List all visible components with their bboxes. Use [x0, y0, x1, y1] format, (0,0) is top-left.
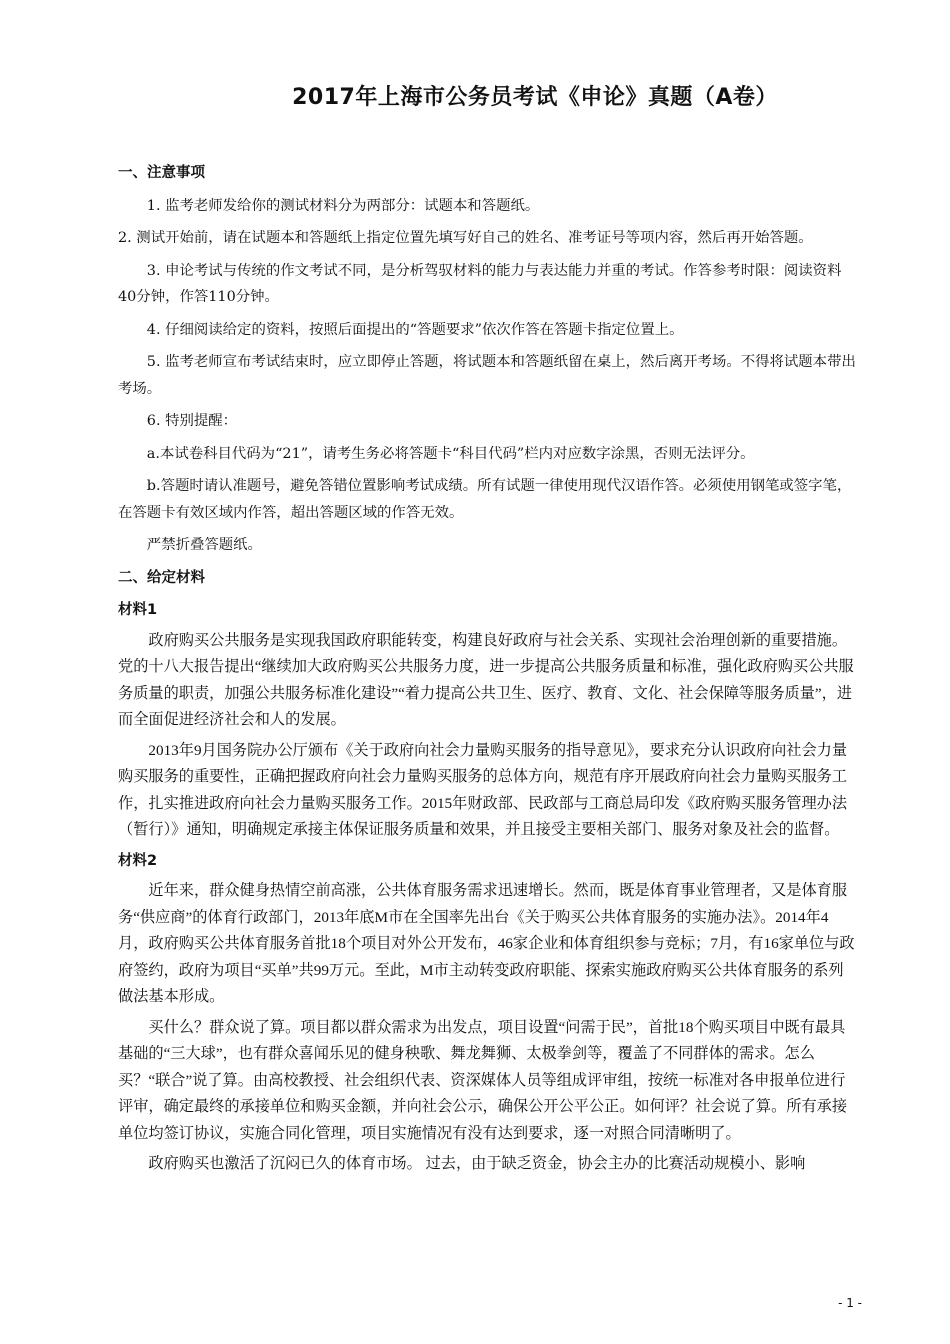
material-paragraph: 近年来，群众健身热情空前高涨，公共体育服务需求迅速增长。然而，既是体育事业管理者，又是体育服务“供应商”的体育行政部门，2013年底M市在全国率先出台《关于购买公共体育服务的实施办法》。2014年4月，政府购买公共体育服务首批18个项目对外公开发布，46家企业和体育组织参与竞标；7月，有16家单位与政府签约，政府为项目“买单”共99万元。至此，M市主动转变政府职能、探索实施政府购买公共体育服务的系列做法基本形成。	[118, 882, 855, 1005]
material-1-title: 材料1	[118, 602, 158, 618]
note-item: 4. 仔细阅读给定的资料，按照后面提出的“答题要求”依次作答在答题卡指定位置上。	[146, 321, 684, 338]
material-paragraph: 买什么？群众说了算。项目都以群众需求为出发点，项目设置“问需于民”，首批18个购买项目中既有最具基础的“三大球”，也有群众喜闻乐见的健身秧歌、舞龙舞狮、太极拳剑等，覆盖了不同群体的需求。怎么买？“联合”说了算。由高校教授、社会组织代表、资深媒体人员等组成评审组，按统一标准对各申报单位进行评审，确定最终的承接单位和购买金额，并向社会公示，确保公开公平公正。如何评？社会说了算。所有承接单位均签订协议，实施合同化管理，项目实施情况有没有达到要求，逐一对照合同清晰明了。	[118, 1018, 847, 1142]
section-heading-notes: 一、注意事项	[118, 165, 205, 181]
document-title: 2017年上海市公务员考试《申论》真题（A卷）	[292, 85, 778, 110]
note-item: a.本试卷科目代码为“21”，请考生务必将答题卡“科目代码”栏内对应数字涂黑，否则无法评分。	[146, 445, 755, 462]
note-item: b.答题时请认准题号，避免答错位置影响考试成绩。所有试题一律使用现代汉语作答。必须使用钢笔或签字笔，在答题卡有效区域内作答，超出答题区域的作答无效。	[118, 478, 852, 521]
note-item: 6. 特别提醒：	[146, 413, 238, 429]
note-item: 3. 申论考试与传统的作文考试不同，是分析驾驭材料的能力与表达能力并重的考试。作答参考时限：阅读资料40分钟，作答110分钟。	[118, 262, 842, 305]
note-item: 1. 监考老师发给你的测试材料分为两部分：试题本和答题纸。	[146, 197, 540, 214]
note-item: 严禁折叠答题纸。	[146, 537, 262, 553]
material-2-title: 材料2	[118, 852, 158, 869]
material-paragraph: 政府购买也激活了沉闷已久的体育市场。 过去，由于缺乏资金，协会主办的比赛活动规模小、影响	[148, 1155, 806, 1172]
note-item: 2. 测试开始前，请在试题本和答题纸上指定位置先填写好自己的姓名、准考证号等项内容，然后再开始答题。	[118, 230, 813, 246]
document-body	[118, 160, 858, 1182]
material-paragraph: 政府购买公共服务是实现我国政府职能转变，构建良好政府与社会关系、实现社会治理创新的重要措施。党的十八大报告提出“继续加大政府购买公共服务力度，进一步提高公共服务质量和标准，强化政府购买公共服务质量的职责，加强公共服务标准化建设”“着力提高公共卫生、医疗、教育、文化、社会保障等服务质量”，进而全面促进经济社会和人的发展。	[118, 631, 854, 728]
material-paragraph: 2013年9月国务院办公厅颁布《关于政府向社会力量购买服务的指导意见》，要求充分认识政府向社会力量购买服务的重要性，正确把握政府向社会力量购买服务的总体方向，规范有序开展政府向社会力量购买服务工作，扎实推进政府向社会力量购买服务工作。2015年财政部、民政部与工商总局印发《政府购买服务管理办法（暂行）》通知，明确规定承接主体保证服务质量和效果，并且接受主要相关部门、服务对象及社会的监督。	[118, 741, 848, 838]
section-heading-materials: 二、给定材料	[118, 569, 205, 586]
note-item: 5. 监考老师宣布考试结束时，应立即停止答题，将试题本和答题纸留在桌上，然后离开考场。不得将试题本带出考场。	[118, 354, 856, 397]
page-number: - 1 -	[838, 1296, 862, 1310]
